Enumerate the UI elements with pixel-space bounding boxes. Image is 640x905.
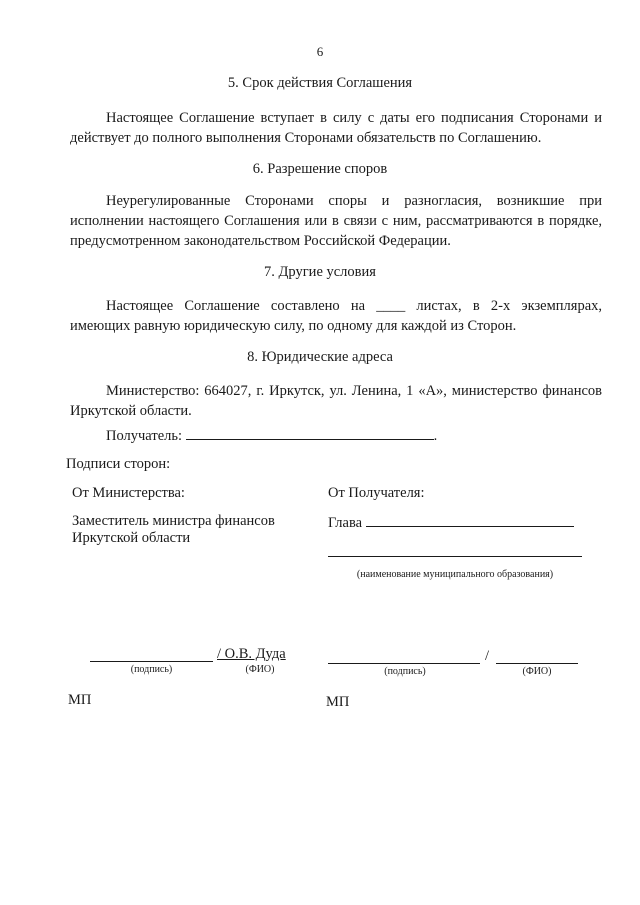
section-6-heading: 6. Разрешение споров xyxy=(252,161,388,177)
recipient-head xyxy=(328,513,574,532)
from-recipient: От Получателя: xyxy=(328,485,425,501)
ministry-signature-blank xyxy=(90,661,213,662)
ministry-position-line2: Иркутской области xyxy=(72,530,191,546)
recipient-line xyxy=(106,426,437,445)
recipient-end: . xyxy=(433,428,438,444)
recipient-fio-blank xyxy=(496,663,578,664)
section-7-blank: ____ xyxy=(376,298,406,314)
section-5-text: Настоящее Соглашение вступает в силу с даты его подписания Сторонами и действует до полного выполнения Сторонами обязательств по Соглашению. xyxy=(70,110,602,146)
recipient-signature-blank xyxy=(328,663,480,664)
ministry-fio-caption: (ФИО) xyxy=(245,664,275,675)
recipient-head-label: Глава xyxy=(328,515,363,531)
recipient-head-blank xyxy=(366,513,574,527)
signatures-title: Подписи сторон: xyxy=(66,456,171,472)
recipient-signature-caption: (подпись) xyxy=(384,666,426,677)
municipality-caption: (наименование муниципального образования) xyxy=(356,569,554,580)
recipient-blank xyxy=(186,426,434,440)
section-7-text xyxy=(70,296,602,336)
section-7-text-before: Настоящее Соглашение составлено на xyxy=(106,298,366,314)
ministry-stamp: МП xyxy=(68,692,92,708)
municipality-blank xyxy=(328,556,582,557)
section-5-heading: 5. Срок действия Соглашения xyxy=(227,75,413,91)
recipient-label: Получатель: xyxy=(106,428,183,444)
recipient-fio-caption: (ФИО) xyxy=(522,666,552,677)
section-7-text-after: листах, в 2-х экземплярах, имеющих равную юридическую силу, по одному для каждой из Сторон. xyxy=(70,298,603,334)
ministry-address: Министерство: 664027, г. Иркутск, ул. Ленина, 1 «А», министерство финансов Иркутской области. xyxy=(70,383,602,419)
from-ministry: От Министерства: xyxy=(72,485,185,501)
section-6-text: Неурегулированные Сторонами споры и разногласия, возникшие при исполнении настоящего Соглашения или в связи с ним, рассматриваются в порядке, предусмотренном законодательством Российской Федерации. xyxy=(70,193,602,249)
section-8-heading: 8. Юридические адреса xyxy=(247,349,393,365)
ministry-position-line1: Заместитель министра финансов xyxy=(72,513,275,529)
recipient-stamp: МП xyxy=(326,694,350,710)
page-number: 6 xyxy=(316,44,324,59)
ministry-signatory-name: / О.В. Дуда xyxy=(217,646,286,662)
ministry-signature-caption: (подпись) xyxy=(130,664,173,675)
recipient-slash: / xyxy=(485,648,490,664)
section-7-heading: 7. Другие условия xyxy=(264,264,376,280)
